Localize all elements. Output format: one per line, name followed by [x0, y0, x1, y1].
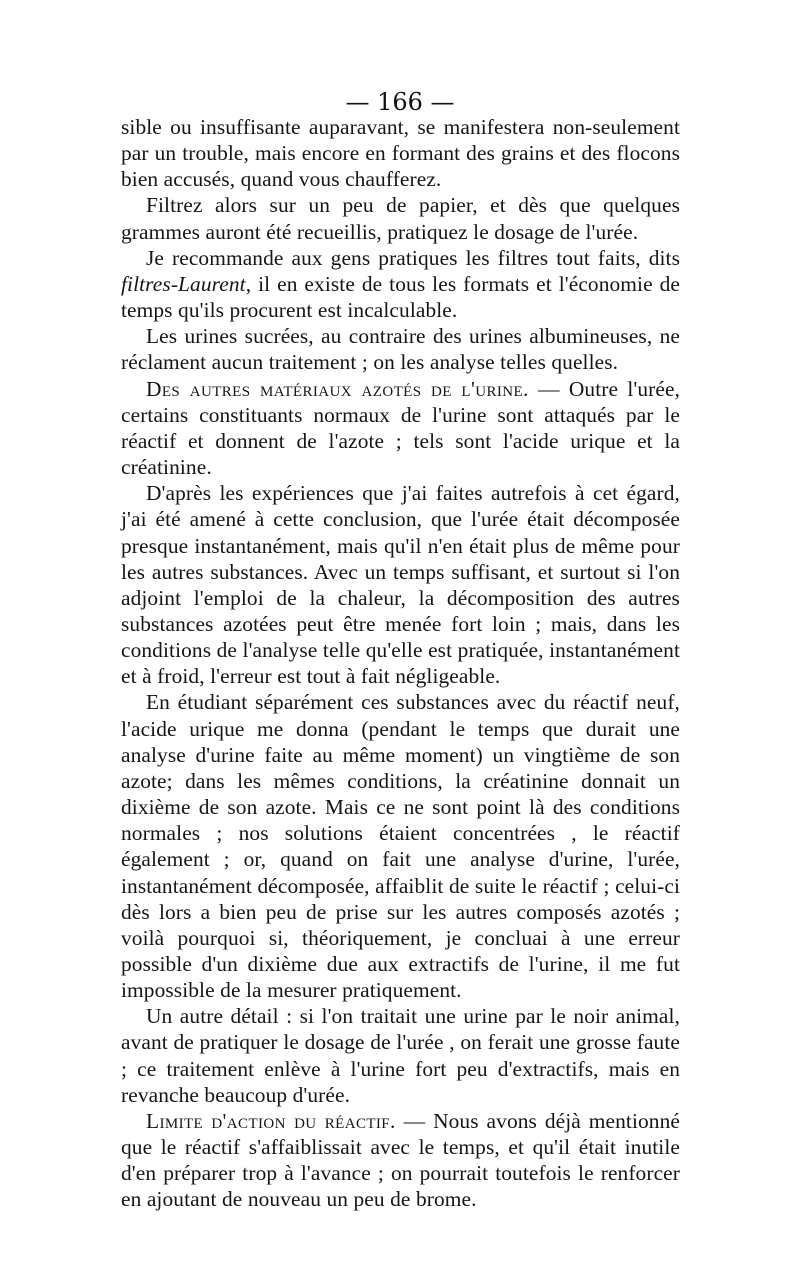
section-heading: Des autres matériaux azotés de l'urine. — [146, 376, 529, 401]
paragraph-nitrogen-materials — [121, 376, 680, 481]
paragraph-filters-recommendation — [121, 245, 680, 323]
paragraph-text: — Nous avons déjà mentionné que le réactif s'affaiblissait avec le temps, et qu'il était inutile d'en préparer trop à l'avance ; on pourrait toutefois le renforcer en ajoutant de nouveau un peu de brome. — [121, 1108, 680, 1212]
paragraph-text: D'après les expériences que j'ai faites autrefois à cet égard, j'ai été amené à cette conclusion, que l'urée était décomposée presque instantanément, mais qu'il n'en était plus de même pour les autres substances. Avec un temps suffisant, et surtout si l'on adjoint l'emploi de la chaleur, la décomposition des autres substances azotées peut être menée fort loin ; mais, dans les conditions de l'analyse telle qu'elle est pratiquée, instantanément et à froid, l'erreur est tout à fait négligeable. — [121, 481, 680, 689]
paragraph-text-after: , il en existe de tous les formats et l'économie de temps qu'ils procurent est incalculable. — [121, 271, 680, 323]
paragraph-text: Un autre détail : si l'on traitait une urine par le noir animal, avant de pratiquer le dosage de l'urée , on ferait une grosse faute ; ce traitement enlève à l'urine fort peu d'extractifs, mais en revanche beaucoup d'urée. — [121, 1004, 680, 1107]
paragraph-text: — Outre l'urée, certains constituants normaux de l'urine sont attaqués par le réactif et donnent de l'azote ; tels sont l'acide urique et la créatinine. — [121, 376, 680, 480]
paragraph-experiences — [121, 480, 680, 689]
paragraph-sugared-urines — [121, 323, 680, 375]
body-text — [121, 114, 680, 1213]
paragraph-text: sible ou insuffisante auparavant, se manifestera non-seulement par un trouble, mais encore en formant des grains et des flocons bien accusés, quand vous chaufferez. — [121, 115, 680, 192]
paragraph-text: Les urines sucrées, au contraire des urines albumineuses, ne réclament aucun traitement ; on les analyse telles quelles. — [121, 324, 680, 375]
paragraph-text: Filtrez alors sur un peu de papier, et dès que quelques grammes auront été recueillis, pratiquez le dosage de l'urée. — [121, 193, 680, 244]
italic-term: filtres-Laurent — [121, 271, 246, 296]
paragraph-separate-study — [121, 689, 680, 1003]
paragraph-text-before: Je recommande aux gens pratiques les filtres tout faits, dits — [146, 245, 680, 270]
paragraph-continuation — [121, 114, 680, 192]
paragraph-animal-charcoal — [121, 1003, 680, 1108]
paragraph-reactive-limit — [121, 1108, 680, 1213]
paragraph-text: En étudiant séparément ces substances avec du réactif neuf, l'acide urique me donna (pendant le temps que durait une analyse d'urine faite au même moment) un vingtième de son azote; dans les mêmes conditions, la créatinine donnait un dixième de son azote. Mais ce ne sont point là des conditions normales ; nos solutions étaient concentrées , le réactif également ; or, quand on fait une analyse d'urine, l'urée, instantanément décomposée, affaiblit de suite le réactif ; celui-ci dès lors a bien peu de prise sur les autres composés azotés ; voilà pourquoi si, théoriquement, je concluai à une erreur possible d'un dixième due aux extractifs de l'urine, il me fut impossible de la mesurer pratiquement. — [121, 690, 680, 1003]
section-heading: Limite d'action du réactif. — [146, 1108, 396, 1133]
paragraph-filtering — [121, 192, 680, 244]
page-number: — 166 — — [345, 88, 455, 116]
